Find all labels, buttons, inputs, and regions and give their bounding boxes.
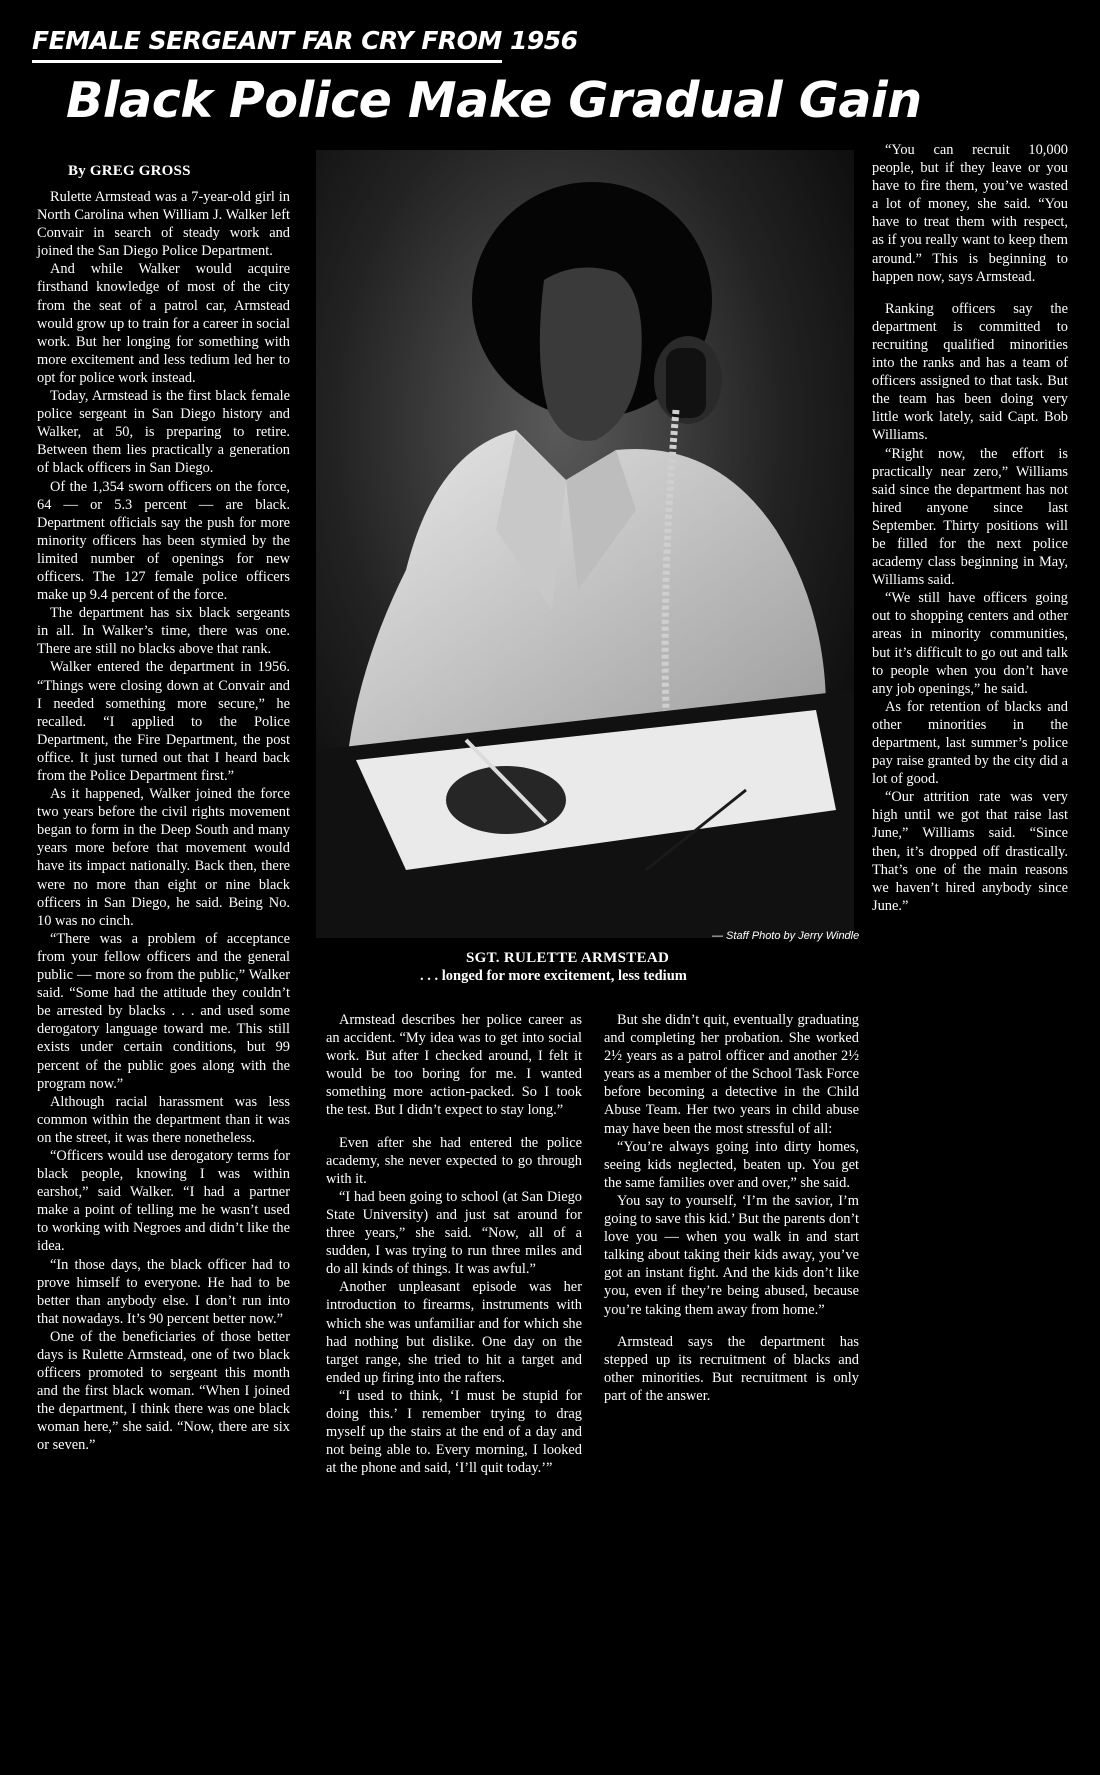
paragraph: Walker entered the department in 1956. “Things were closing down at Convair and I needed something more secure,” he recalled. “I applied to the Police Department, the Fire Department, the post office. It just turned out that I heard back from the Police Department first.” <box>37 659 290 784</box>
paragraph: Rulette Armstead was a 7-year-old girl in North Carolina when William J. Walker left Convair in search of steady work and joined the San Diego Police Department. <box>37 189 290 260</box>
byline: By GREG GROSS <box>68 163 191 179</box>
paragraph: “Right now, the effort is practically near zero,” Williams said since the department has not hired anyone since last September. Thirty positions will be filled for the next police academy class beginning in May, Williams said. <box>872 445 1068 589</box>
paragraph: You say to yourself, ‘I’m the savior, I’m going to save this kid.’ But the parents don’t love you — when you walk in and start talking about taking their kids away, you’ve got an instant fight. And the kids don’t like you, even if they’re being abused, because you’re taking them away from home.” <box>604 1192 859 1318</box>
paragraph: Of the 1,354 sworn officers on the force, 64 — or 5.3 percent — are black. Department officials say the push for more minority officers has been stymied by the limited number of openings for new officers. The 127 female police officers make up 9.4 percent of the force. <box>37 478 290 604</box>
paragraph: One of the beneficiaries of those better days is Rulette Armstead, one of two black officers promoted to sergeant this month and the first black woman. “When I joined the department, I think there was one black woman here,” she said. “Now, there are six or seven.” <box>37 1328 290 1454</box>
article-column-4 <box>872 141 1068 915</box>
photo-caption-name: SGT. RULETTE ARMSTEAD <box>466 950 670 966</box>
kicker-headline: FEMALE SERGEANT FAR CRY FROM 1956 <box>32 26 578 55</box>
paragraph: The department has six black sergeants in all. In Walker’s time, there was one. There are still no blacks above that rank. <box>37 605 290 658</box>
paragraph: “I used to think, ‘I must be stupid for doing this.’ I remember trying to drag myself up the stairs at the end of a day and not being able to. Every morning, I looked at the phone and said, ‘I’ll quit today.’” <box>326 1387 582 1477</box>
paragraph: “There was a problem of acceptance from your fellow officers and the general public — more so from the public,” Walker said. “Some had the attitude they couldn’t be arrested by blacks . . . and used some derogatory language toward me. This still exists under certain conditions, but 99 percent of the public goes along with the program now.” <box>37 930 290 1092</box>
paragraph: Today, Armstead is the first black female police sergeant in San Diego history and Walker, at 50, is preparing to retire. Between them lies practically a generation of black officers in San Diego. <box>37 388 290 477</box>
kicker-underline <box>32 60 502 63</box>
photo-sgt-armstead <box>316 150 854 938</box>
article-column-1 <box>37 188 290 1455</box>
article-column-2 <box>326 1011 582 1477</box>
paragraph: As it happened, Walker joined the force two years before the civil rights movement began to form in the Deep South and many years more before that movement would have its impact nationally. Back then, there were no more than eight or nine black officers in San Diego, he said. Being No. 10 was no cinch. <box>37 786 290 929</box>
paragraph: Another unpleasant episode was her introduction to firearms, instruments with which she was unfamiliar and for which she had nothing but dislike. One day on the target range, she tried to hit a target and ended up firing into the rafters. <box>326 1279 582 1386</box>
paragraph: “We still have officers going out to shopping centers and other areas in minority communities, but it’s difficult to go out and talk to people when you don’t have any job openings,” he said. <box>872 590 1068 697</box>
paragraph: “Officers would use derogatory terms for black people, knowing I was within earshot,” said Walker. “I had a partner make a point of telling me he wasn’t used to working with Negroes and didn’t like the idea. <box>37 1147 290 1255</box>
paragraph: “You can recruit 10,000 people, but if they leave or you have to fire them, you’ve wasted a lot of money, she said. “You have to treat them with respect, as if you really want to keep them around.” This is beginning to happen now, says Armstead. <box>872 142 1068 285</box>
paragraph: Armstead says the department has stepped up its recruitment of blacks and other minorities. But recruitment is only part of the answer. <box>604 1333 859 1404</box>
paragraph: And while Walker would acquire firsthand knowledge of most of the city from the seat of a patrol car, Armstead would grow up to train for a career in social work. But her longing for something with more excitement and less tedium led her to opt for police work instead. <box>37 261 290 386</box>
paragraph: “In those days, the black officer had to prove himself to everyone. He had to be better than anybody else. I don’t run into that nowadays. It’s 90 percent better now.” <box>37 1256 290 1327</box>
paragraph: Ranking officers say the department is committed to recruiting qualified minorities into the ranks and has a team of officers assigned to that task. But the team has been doing very little work lately, said Capt. Bob Williams. <box>872 300 1068 444</box>
paragraph: “I had been going to school (at San Diego State University) and just sat around for three years,” she said. “Now, all of a sudden, I was trying to run three miles and do all kinds of things. It was awful.” <box>326 1188 582 1278</box>
photo-credit: — Staff Photo by Jerry Windle <box>712 930 860 942</box>
photo-image <box>316 150 854 938</box>
article-column-3 <box>604 1011 859 1405</box>
paragraph: Although racial harassment was less common within the department than it was on the street, it was there nonetheless. <box>37 1093 290 1146</box>
paragraph: Even after she had entered the police academy, she never expected to go through with it. <box>326 1134 582 1187</box>
paragraph: As for retention of blacks and other minorities in the department, last summer’s police pay raise granted by the city did a lot of good. <box>872 698 1068 788</box>
paragraph: “Our attrition rate was very high until we got that raise last June,” Williams said. “Since then, it’s dropped off drastically. That’s one of the main reasons we haven’t hired anybody since June.” <box>872 789 1068 914</box>
photo-caption-subtitle: . . . longed for more excitement, less tedium <box>420 968 687 984</box>
paragraph: “You’re always going into dirty homes, seeing kids neglected, beaten up. You get the same families over and over,” she said. <box>604 1138 859 1191</box>
headline: Black Police Make Gradual Gain <box>66 72 922 129</box>
paragraph: Armstead describes her police career as an accident. “My idea was to get into social work. But after I checked around, I felt it would be too boring for me. I wanted something more action-packed. So I took the test. But I didn’t expect to stay long.” <box>326 1012 582 1119</box>
paragraph: But she didn’t quit, eventually graduating and completing her probation. She worked 2½ years as a patrol officer and another 2½ years as a member of the School Task Force before becoming a detective in the Child Abuse Team. Her two years in child abuse may have been the most stressful of all: <box>604 1012 859 1137</box>
